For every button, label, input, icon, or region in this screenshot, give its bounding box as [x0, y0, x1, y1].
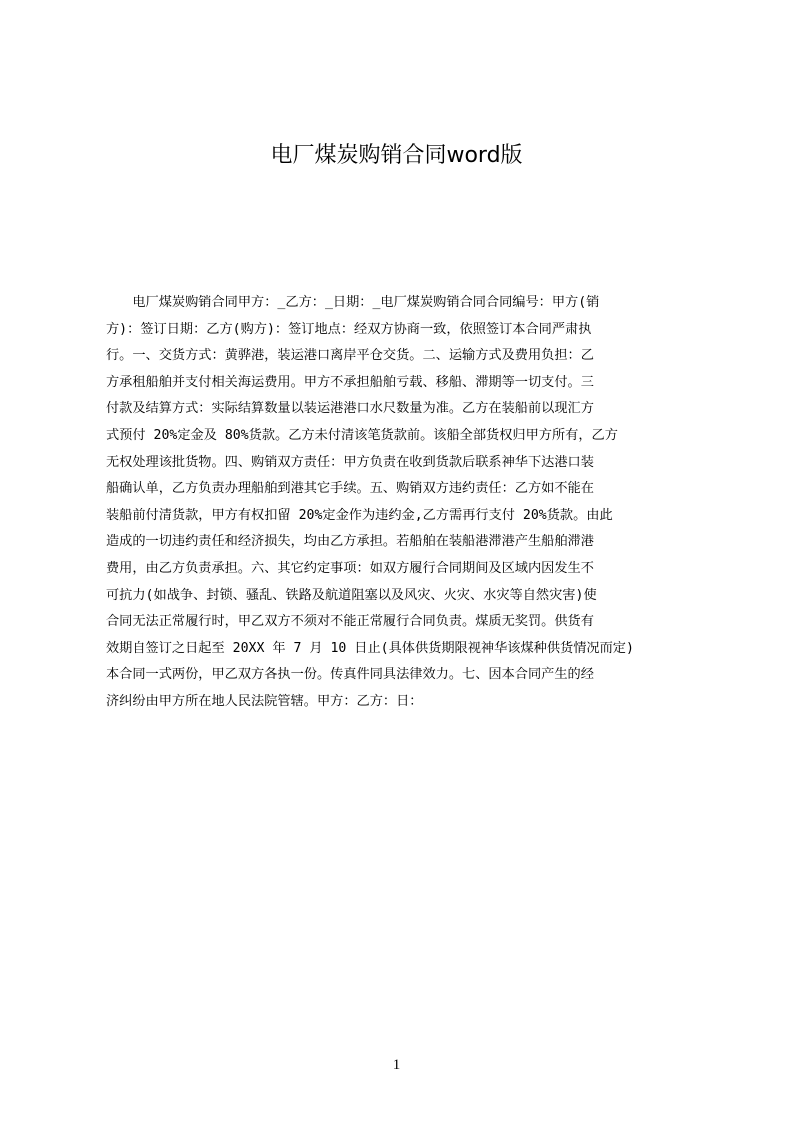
body-line: 式预付 20%定金及 80%货款。乙方未付清该笔货款前。该船全部货权归甲方所有，乙方 — [106, 427, 618, 443]
body-line: 装船前付清货款，甲方有权扣留 20%定金作为违约金,乙方需再行支付 20%货款。由此 — [106, 507, 613, 523]
body-line: 合同无法正常履行时，甲乙双方不须对不能正常履行合同负责。煤质无奖罚。供货有 — [106, 614, 594, 630]
body-line: 效期自签订之日起至 20XX 年 7 月 10 日止(具体供货期限视神华该煤种供货情况而定) — [106, 640, 634, 656]
body-line: 方)：签订日期：乙方(购方)：签订地点：经双方协商一致，依照签订本合同严肃执 — [106, 321, 592, 337]
body-line: 济纠纷由甲方所在地人民法院管辖。甲方：乙方：日： — [106, 693, 423, 709]
document-body — [106, 290, 698, 716]
body-line: 方承租船舶并支付相关海运费用。甲方不承担船舶亏载、移船、滞期等一切支付。三 — [106, 374, 594, 390]
body-line: 付款及结算方式：实际结算数量以装运港港口水尺数量为准。乙方在装船前以现汇方 — [106, 401, 594, 417]
document-title: 电厂煤炭购销合同word版 — [270, 143, 523, 168]
body-line: 行。一、交货方式：黄骅港，装运港口离岸平仓交货。二、运输方式及费用负担：乙 — [106, 348, 594, 364]
body-line: 电厂煤炭购销合同甲方：_乙方：_日期：_电厂煤炭购销合同合同编号：甲方(销 — [106, 295, 600, 310]
body-line: 船确认单，乙方负责办理船舶到港其它手续。五、购销双方违约责任：乙方如不能在 — [106, 481, 594, 497]
body-line: 费用，由乙方负责承担。六、其它约定事项：如双方履行合同期间及区域内因发生不 — [106, 560, 594, 576]
body-line: 本合同一式两份，甲乙双方各执一份。传真件同具法律效力。七、因本合同产生的经 — [106, 667, 594, 683]
page-number: 1 — [392, 1057, 401, 1073]
body-line: 造成的一切违约责任和经济损失，均由乙方承担。若船舶在装船港滞港产生船舶滞港 — [106, 534, 594, 550]
body-line: 无权处理该批货物。四、购销双方责任：甲方负责在收到货款后联系神华下达港口装 — [106, 454, 594, 470]
body-line: 可抗力(如战争、封锁、骚乱、铁路及航道阻塞以及风灾、火灾、水灾等自然灾害)使 — [106, 587, 597, 603]
